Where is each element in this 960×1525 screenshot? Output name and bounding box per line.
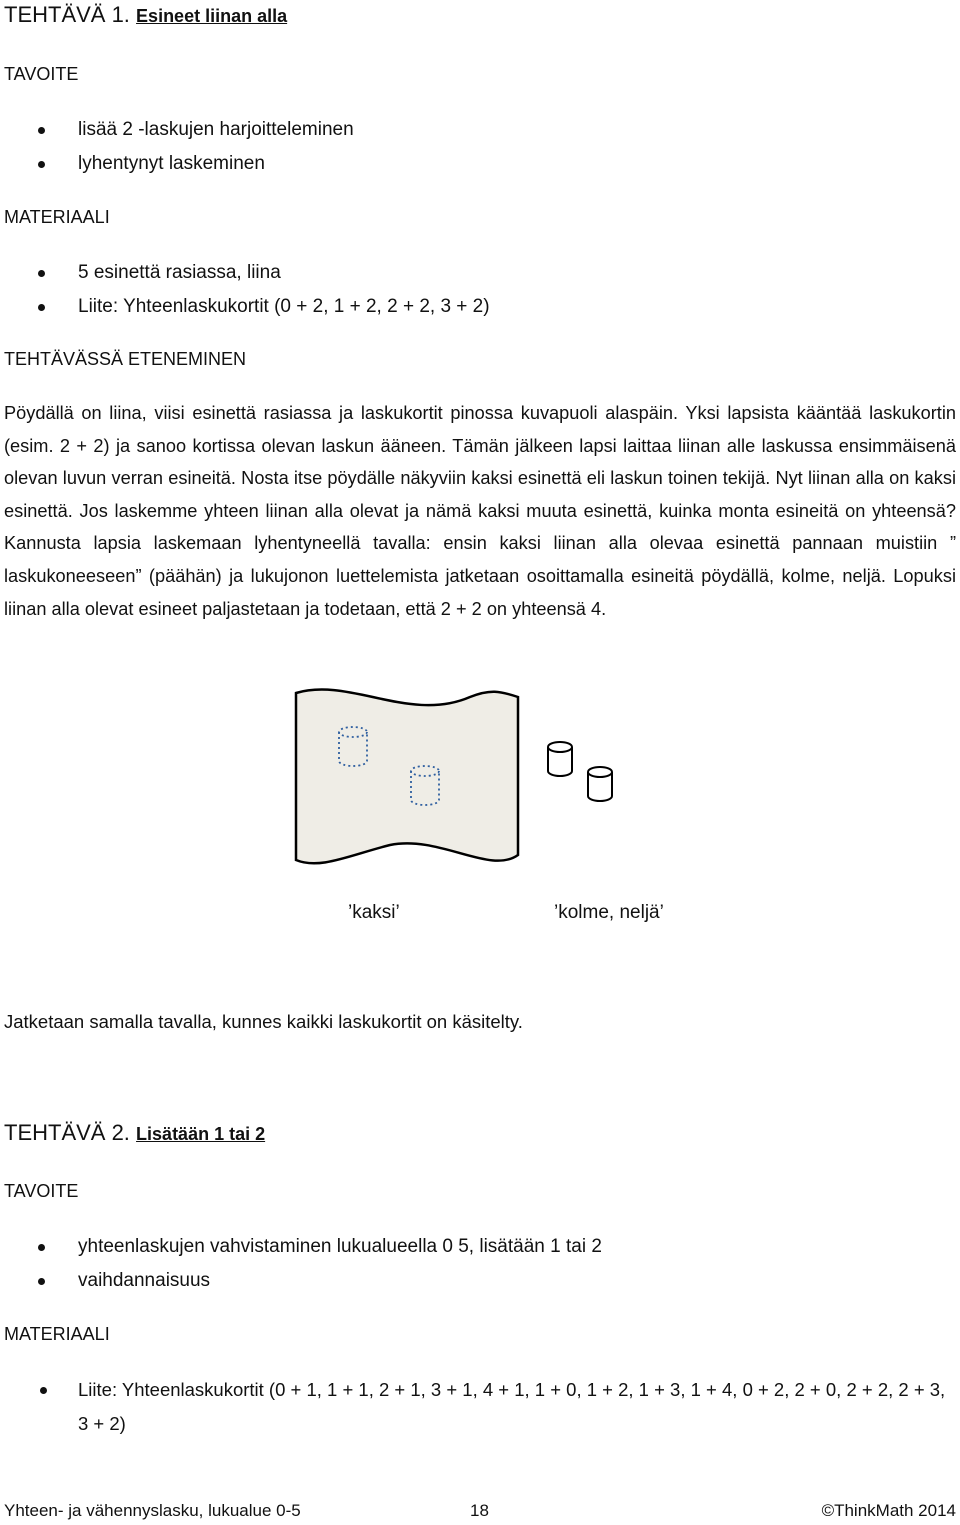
footer-left: Yhteen- ja vähennyslasku, lukualue 0-5 [4, 1501, 301, 1520]
list-item: lisää 2 -laskujen harjoitteleminen [38, 113, 354, 147]
task2-material-label: MATERIAALI [4, 1324, 110, 1344]
task1-heading-sub: Esineet liinan alla [136, 6, 288, 26]
cloth-illustration [296, 690, 518, 864]
task1-heading-main: TEHTÄVÄ 1. [4, 2, 130, 27]
task1-heading [4, 2, 287, 28]
caption-left: ’kaksi’ [348, 902, 400, 923]
footer-right: ©ThinkMath 2014 [821, 1501, 956, 1520]
page-number: 18 [470, 1501, 489, 1520]
task2-heading-main: TEHTÄVÄ 2. [4, 1120, 130, 1145]
list-item: yhteenlaskujen vahvistaminen lukualueella 0 5, lisätään 1 tai 2 [38, 1230, 602, 1264]
task1-paragraph: Pöydällä on liina, viisi esinettä rasiassa ja laskukortit pinossa kuvapuoli alaspäin. Yksi lapsista kääntää laskukortin (esim. 2 + 2) ja sanoo kortissa olevan laskun ääneen. Tämän jälkeen lapsi laittaa liinan alle laskussa ensimmäisenä olevan luvun verran esineitä. Nosta itse pöydälle näkyviin kaksi esinettä eli laskun toinen tekijä. Nyt liinan alla on kaksi esinettä. Jos laskemme yhteen liinan alla olevat ja nämä kaksi muuta esinettä, kuinka monta esineitä on yhteensä? Kannusta lapsia laskemaan lyhentyneellä tavalla: ensin kaksi liinan alla olevaa esinettä pannaan muistiin ” laskukoneeseen” (päähän) ja lukujonon luettelemista jatketaan osoittamalla esineitä pöydällä, kolme, neljä. Lopuksi liinan alla olevat esineet paljastetaan ja todetaan, että 2 + 2 on yhteensä 4. [4, 403, 956, 619]
task2-goal-label: TAVOITE [4, 1181, 79, 1201]
list-item: vaihdannaisuus [38, 1264, 602, 1298]
task1-material-list [38, 256, 490, 324]
task2-heading-sub: Lisätään 1 tai 2 [136, 1124, 266, 1144]
task1-closing: Jatketaan samalla tavalla, kunnes kaikki laskukortit on käsitelty. [4, 1011, 523, 1032]
task1-progress-label: TEHTÄVÄSSÄ ETENEMINEN [4, 349, 247, 369]
task2-heading [4, 1120, 265, 1146]
caption-right: ’kolme, neljä’ [554, 902, 664, 923]
task2-goal-list [38, 1230, 602, 1298]
task2-material-item: Liite: Yhteenlaskukortit (0 + 1, 1 + 1, 2 + 1, 3 + 1, 4 + 1, 1 + 0, 1 + 2, 1 + 3, 1 + 4, 0 + 2, 2 + 0, 2 + 2, 2 + 3, 3 + 2) [78, 1379, 946, 1434]
object-icon [588, 767, 612, 801]
task1-goal-list [38, 113, 354, 181]
list-item: Liite: Yhteenlaskukortit (0 + 2, 1 + 2, 2 + 2, 3 + 2) [38, 290, 490, 324]
object-icon [548, 742, 572, 776]
task1-illustration [290, 685, 710, 875]
list-item: lyhentynyt laskeminen [38, 147, 354, 181]
list-item: 5 esinettä rasiassa, liina [38, 256, 490, 290]
bullet-icon [40, 1387, 47, 1394]
task1-goal-label: TAVOITE [4, 64, 79, 84]
task1-material-label: MATERIAALI [4, 207, 110, 227]
